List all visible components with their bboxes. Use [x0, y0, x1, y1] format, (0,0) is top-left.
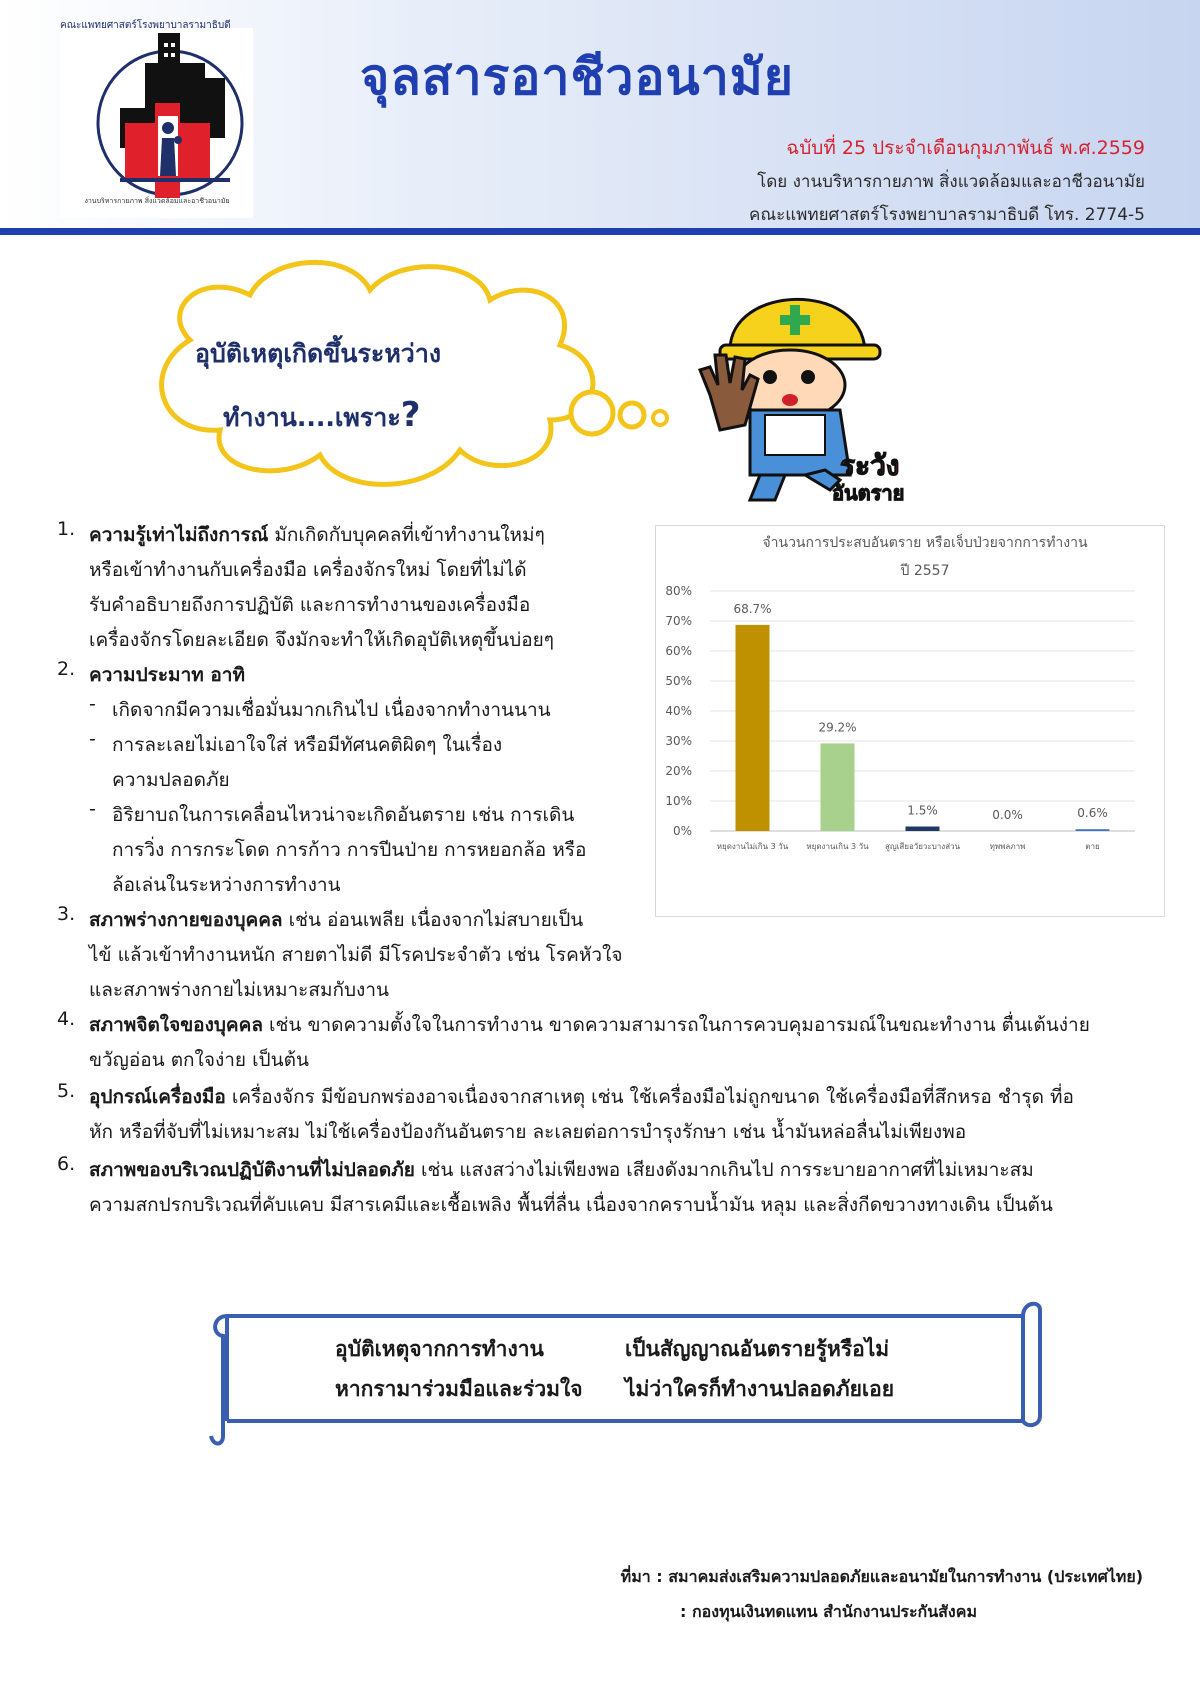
list-item-text: ความสกปรกบริเวณที่คับแคบ มีสารเคมีและเชื้อเพลิง พื้นที่ลื่น เนื่องจากคราบน้ำมัน หลุม และสิ่งกีดขวางทางเดิน เป็นต้น	[89, 1194, 1053, 1216]
logo-emblem-icon	[60, 20, 253, 198]
page-title: จุลสารอาชีวอนามัย	[360, 48, 795, 106]
list-item	[89, 518, 545, 553]
list-item-heading: อุปกรณ์เครื่องมือ	[89, 1086, 226, 1108]
list-item-text: มักเกิดกับบุคคลที่เข้าทำงานใหม่ๆ	[268, 524, 545, 546]
list-item-text: หัก หรือที่จับที่ไม่เหมาะสม ไม่ใช้เครื่องป้องกันอันตราย ละเลยต่อการบำรุงรักษา เช่น น้ำมันหล่อลื่นไม่เพียงพอ	[89, 1121, 967, 1143]
list-item-heading: ความรู้เท่าไม่ถึงการณ์	[89, 524, 269, 546]
list-number: 3.	[57, 903, 76, 925]
faculty-line: คณะแพทยศาสตร์โรงพยาบาลรามาธิบดี โทร. 2774-5	[748, 205, 1145, 225]
list-item-text: ไข้ แล้วเข้าทำงานหนัก สายตาไม่ดี มีโรคประจำตัว เช่น โรคหัวใจ	[89, 944, 623, 966]
chart-ytick-label: 0%	[672, 824, 692, 838]
list-item-text: เครื่องจักร มีข้อบกพร่องอาจเนื่องจากสาเหตุ เช่น ใช้เครื่องมือไม่ถูกขนาด ใช้เครื่องมือที่สึกหรอ ชำรุด ที่อ	[225, 1086, 1074, 1108]
chart-data-label: 0.6%	[1077, 806, 1108, 821]
chart-ytick-label: 50%	[665, 674, 692, 688]
safety-worker-character-icon	[690, 275, 930, 515]
list-item-text: เช่น อ่อนเพลีย เนื่องจากไม่สบายเป็น	[282, 909, 584, 931]
banner-line-1-right: เป็นสัญญาณอันตรายรู้หรือไม่	[625, 1337, 890, 1361]
list-number: 4.	[57, 1008, 76, 1030]
sub-item-dash: -	[89, 693, 96, 715]
source-line-1: ที่มา : สมาคมส่งเสริมความปลอดภัยและอนามัยในการทำงาน (ประเทศไทย)	[620, 1567, 1143, 1586]
cloud-text-line-2-text: ทำงาน....เพราะ	[223, 403, 401, 432]
question-mark: ?	[400, 395, 421, 435]
list-item-heading: สภาพจิตใจของบุคคล	[89, 1014, 263, 1036]
source-line-2: : กองทุนเงินทดแทน สำนักงานประกันสังคม	[680, 1602, 977, 1621]
chart-xtick-label: หยุดงานเกิน 3 วัน	[806, 842, 869, 851]
cloud-text-line-1: อุบัติเหตุเกิดขึ้นระหว่าง	[195, 339, 442, 368]
chart-ytick-label: 10%	[665, 794, 692, 808]
bar-chart	[655, 525, 1165, 917]
chart-data-label: 29.2%	[818, 720, 857, 735]
list-number: 5.	[57, 1080, 76, 1102]
logo-arc-text: คณะแพทยศาสตร์โรงพยาบาลรามาธิบดี	[60, 20, 231, 31]
list-item	[89, 903, 583, 938]
chart-xtick-label: ทุพพลภาพ	[989, 842, 1026, 851]
sub-item-text: การละเลยไม่เอาใจใส่ หรือมีทัศนคติผิดๆ ในเรื่อง	[112, 734, 503, 756]
list-number: 2.	[57, 658, 76, 680]
cloud-text-line-2	[223, 395, 421, 438]
list-number: 1.	[57, 518, 76, 540]
chart-bar	[906, 827, 940, 832]
sub-item-text: ล้อเล่นในระหว่างการทำงาน	[112, 874, 341, 896]
chart-ytick-label: 80%	[665, 584, 692, 598]
header-rule	[0, 228, 1200, 235]
danger-sign-text-1: ระวัง	[840, 449, 900, 482]
chart-xtick-label: หยุดงานไม่เกิน 3 วัน	[716, 842, 789, 851]
list-item-text: รับคำอธิบายถึงการปฏิบัติ และการทำงานของเครื่องมือ	[89, 594, 531, 616]
list-item	[89, 1008, 1090, 1043]
author-line: โดย งานบริหารกายภาพ สิ่งแวดล้อมและอาชีวอนามัย	[757, 172, 1145, 192]
chart-data-label: 68.7%	[733, 601, 772, 616]
chart-subtitle: ปี 2557	[900, 563, 950, 579]
chart-ytick-label: 40%	[665, 704, 692, 718]
sub-item-text: เกิดจากมีความเชื่อมั่นมากเกินไป เนื่องจากทำงานนาน	[112, 699, 551, 721]
danger-sign-text-2: อันตราย	[832, 481, 905, 505]
banner-line-2-left: หากรามาร่วมมือและร่วมใจ	[335, 1377, 583, 1401]
banner-line-2-right: ไม่ว่าใครก็ทำงานปลอดภัยเอย	[625, 1377, 895, 1401]
sub-item-dash: -	[89, 798, 96, 820]
list-item-text: เช่น แสงสว่างไม่เพียงพอ เสียงดังมากเกินไป การระบายอากาศที่ไม่เหมาะสม	[414, 1159, 1034, 1181]
logo	[60, 20, 253, 218]
logo-caption: งานบริหารกายภาพ สิ่งแวดล้อมและอาชีวอนามัย	[84, 197, 230, 205]
list-item-heading: สภาพร่างกายของบุคคล	[89, 909, 283, 931]
list-item-text: หรือเข้าทำงานกับเครื่องมือ เครื่องจักรใหม่ โดยที่ไม่ได้	[89, 559, 527, 581]
thought-cloud-icon	[120, 250, 680, 520]
scroll-banner-icon	[205, 1296, 1045, 1446]
list-item-text: และสภาพร่างกายไม่เหมาะสมกับงาน	[89, 979, 389, 1001]
chart-title: จำนวนการประสบอันตราย หรือเจ็บป่วยจากการทำงาน	[762, 535, 1088, 551]
banner-line-1-left: อุบัติเหตุจากการทำงาน	[335, 1337, 544, 1361]
list-item-text: เครื่องจักรโดยละเอียด จึงมักจะทำให้เกิดอุบัติเหตุขึ้นบ่อยๆ	[89, 629, 554, 651]
sub-item-dash: -	[89, 728, 96, 750]
chart-xtick-label: สูญเสียอวัยวะบางส่วน	[884, 842, 961, 851]
sub-item-text: ความปลอดภัย	[112, 769, 230, 791]
list-item	[89, 658, 245, 693]
list-item-heading: ความประมาท อาทิ	[89, 664, 245, 686]
chart-bar	[736, 625, 770, 831]
list-item	[89, 1080, 1074, 1115]
chart-bar	[1076, 829, 1110, 831]
list-item-text: เช่น ขาดความตั้งใจในการทำงาน ขาดความสามารถในการควบคุมอารมณ์ในขณะทำงาน ตื่นเต้นง่าย	[263, 1014, 1090, 1036]
chart-ytick-label: 70%	[665, 614, 692, 628]
chart-xtick-label: ตาย	[1085, 842, 1100, 851]
chart-ytick-label: 60%	[665, 644, 692, 658]
issue-line: ฉบับที่ 25 ประจำเดือนกุมภาพันธ์ พ.ศ.2559	[786, 137, 1145, 159]
chart-ytick-label: 30%	[665, 734, 692, 748]
list-number: 6.	[57, 1153, 76, 1175]
chart-data-label: 1.5%	[907, 803, 938, 818]
chart-data-label: 0.0%	[992, 808, 1023, 822]
list-item-heading: สภาพของบริเวณปฏิบัติงานที่ไม่ปลอดภัย	[89, 1159, 415, 1181]
sub-item-text: อิริยาบถในการเคลื่อนไหวน่าจะเกิดอันตราย เช่น การเดิน	[112, 804, 575, 826]
chart-bar	[821, 743, 855, 831]
list-item	[89, 1153, 1034, 1188]
sub-item-text: การวิ่ง การกระโดด การก้าว การปีนป่าย การหยอกล้อ หรือ	[112, 839, 587, 861]
chart-ytick-label: 20%	[665, 764, 692, 778]
list-item-text: ขวัญอ่อน ตกใจง่าย เป็นต้น	[89, 1049, 309, 1071]
